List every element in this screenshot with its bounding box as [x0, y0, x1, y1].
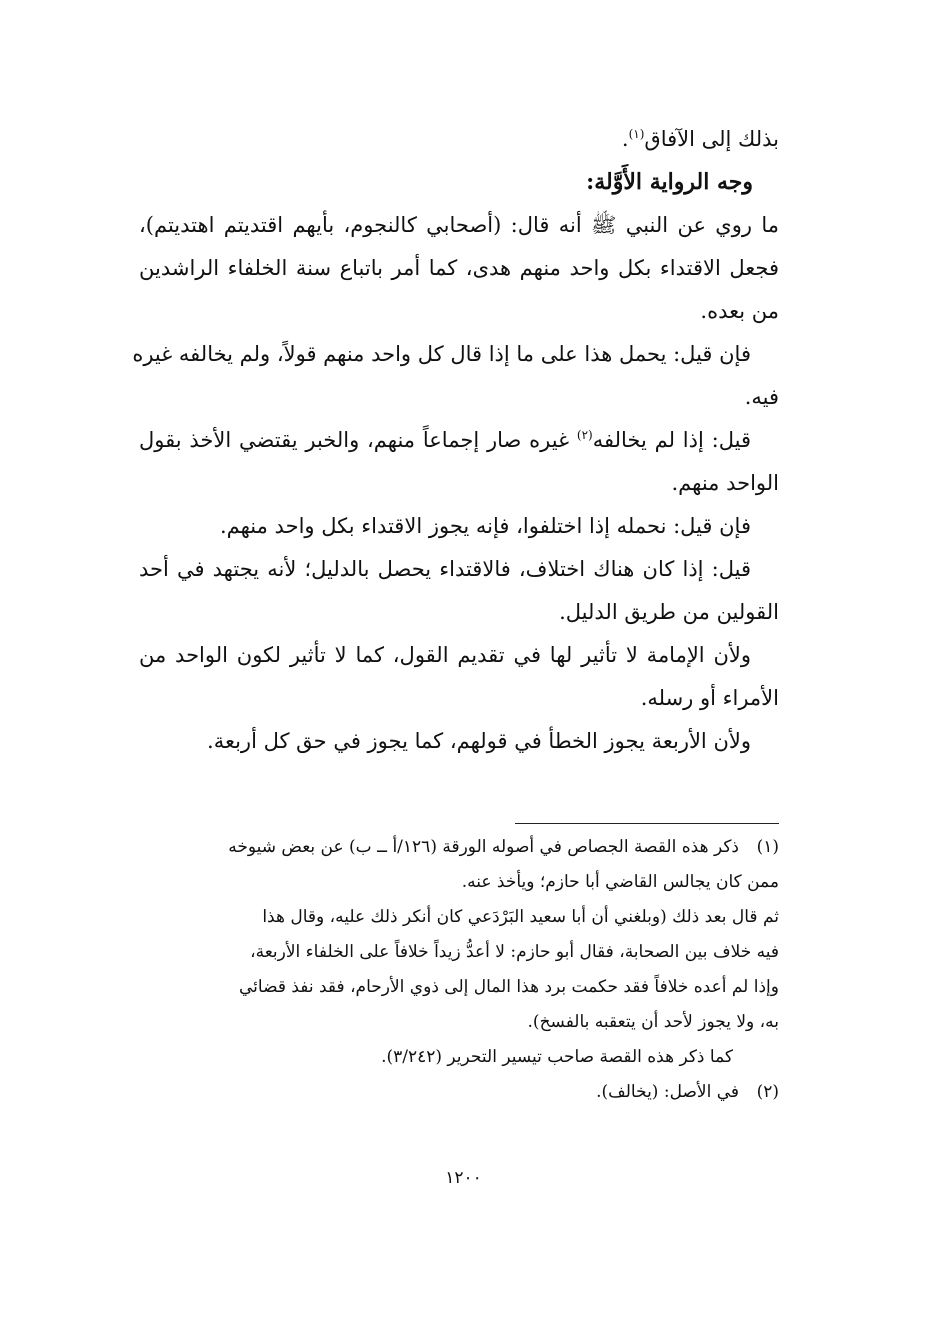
section-heading: وجه الرواية الأَوَّلة:	[586, 169, 753, 195]
text-line: القولين من طريق الدليل.	[559, 600, 779, 624]
text-line: قيل: إذا كان هناك اختلاف، فالاقتداء يحصل بالدليل؛ لأنه يجتهد في أحد	[139, 557, 751, 581]
footnote-line: ثم قال بعد ذلك (وبلغني أن أبا سعيد البَرْدَعي كان أنكر ذلك عليه، وقال هذا	[262, 907, 779, 927]
text-line: فجعل الاقتداء بكل واحد منهم هدى، كما أمر باتباع سنة الخلفاء الراشدين	[139, 256, 779, 280]
text-line: ولأن الأربعة يجوز الخطأ في قولهم، كما يجوز في حق كل أربعة.	[207, 729, 751, 753]
text-span: .	[621, 127, 629, 151]
footnote-ref-1[interactable]: (١)	[628, 127, 645, 141]
text-span: غيره صار إجماعاً منهم، والخبر يقتضي الأخذ بقول	[139, 428, 577, 452]
footnote-ref-2[interactable]: (٢)	[576, 428, 593, 442]
footnote-line: كما ذكر هذه القصة صاحب تيسير التحرير (٣/٢٤٢).	[381, 1047, 733, 1067]
text-line: فإن قيل: يحمل هذا على ما إذا قال كل واحد منهم قولاً، ولم يخالفه غيره	[132, 342, 751, 366]
text-span: في الأصل: (يخالف).	[596, 1082, 739, 1102]
footnote-line	[139, 830, 779, 865]
footnote-line: ممن كان يجالس القاضي أبا حازم؛ ويأخذ عنه.	[461, 872, 779, 892]
text-span: قيل: إذا لم يخالفه	[592, 428, 751, 452]
footnote-line: به، ولا يجوز لأحد أن يتعقبه بالفسخ).	[527, 1012, 779, 1032]
text-line: فإن قيل: نحمله إذا اختلفوا، فإنه يجوز الاقتداء بكل واحد منهم.	[219, 514, 751, 538]
page-number: ١٢٠٠	[445, 1168, 482, 1188]
footnote-line	[139, 1075, 779, 1110]
footnote-number: (١)	[756, 837, 779, 857]
text-line	[139, 118, 779, 161]
footnotes	[139, 830, 779, 1110]
footnote-number: (٢)	[756, 1082, 779, 1102]
text-line: الأمراء أو رسله.	[640, 686, 779, 710]
text-line: ما روي عن النبي ﷺ أنه قال: (أصحابي كالنجوم، بأيهم اقتديتم اهتديتم)،	[139, 213, 779, 237]
main-text	[132, 118, 779, 763]
text-line: من بعده.	[700, 299, 779, 323]
footnote-divider	[515, 823, 779, 824]
text-line: فيه.	[744, 385, 779, 409]
text-line: ولأن الإمامة لا تأثير لها في تقديم القول، كما لا تأثير لكون الواحد من	[139, 643, 751, 667]
text-line: الواحد منهم.	[671, 471, 779, 495]
footnote-line: وإذا لم أعده خلافاً فقد حكمت برد هذا المال إلى ذوي الأرحام، فقد نفذ قضائي	[239, 977, 779, 997]
text-line	[139, 419, 779, 462]
text-span: بذلك إلى الآفاق	[644, 127, 779, 151]
text-span: ذكر هذه القصة الجصاص في أصوله الورقة (١٢٦/أ ــ ب) عن بعض شيوخه	[228, 837, 739, 857]
footnote-line: فيه خلاف بين الصحابة، فقال أبو حازم: لا أعدُّ زيداً خلافاً على الخلفاء الأربعة،	[250, 942, 779, 962]
